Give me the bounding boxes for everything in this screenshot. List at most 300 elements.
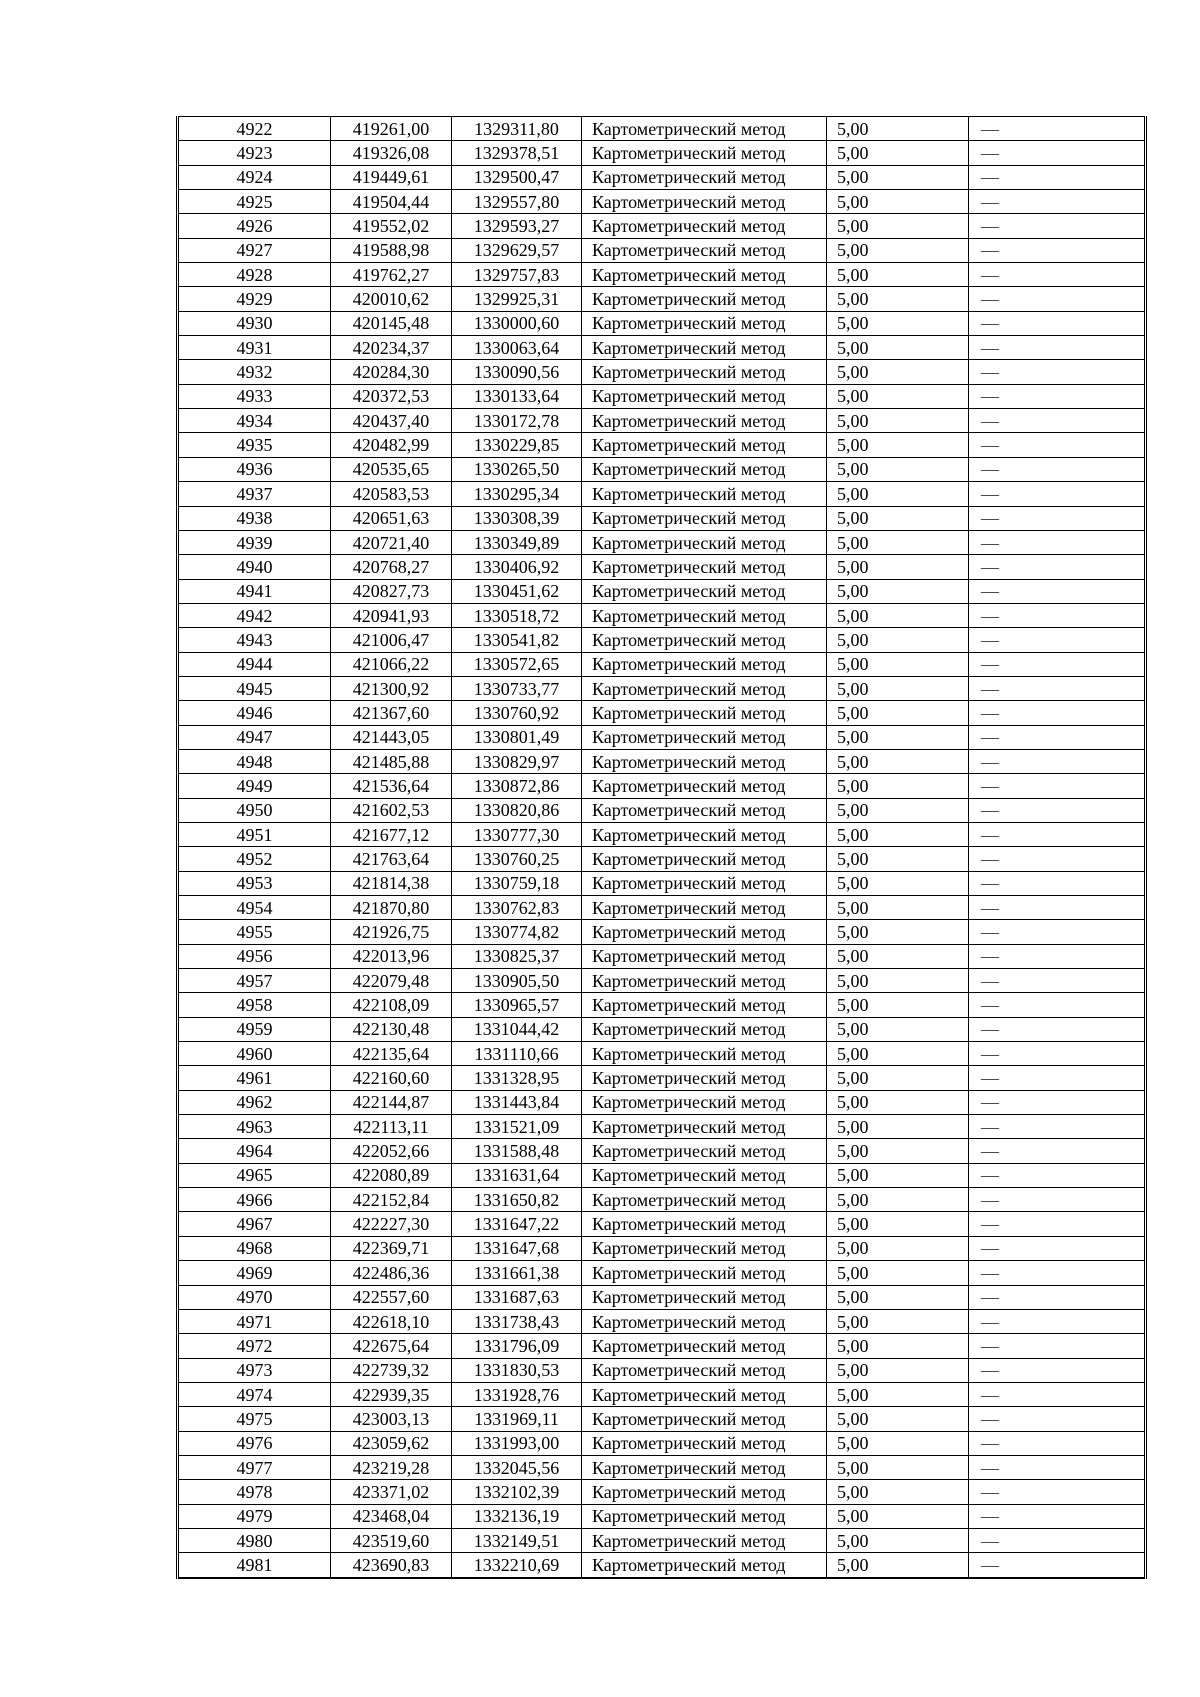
- accuracy-cell: 5,00: [827, 506, 969, 530]
- point-number-cell: 4941: [178, 579, 331, 603]
- y-coordinate-cell: 1331993,00: [452, 1431, 582, 1455]
- x-coordinate-cell: 422557,60: [331, 1285, 452, 1309]
- point-number-cell: 4965: [178, 1163, 331, 1187]
- method-cell: Картометрический метод: [582, 920, 827, 944]
- coordinates-table-body: [178, 117, 1146, 1578]
- method-cell: Картометрический метод: [582, 311, 827, 335]
- note-cell: —: [969, 190, 1146, 214]
- accuracy-cell: 5,00: [827, 896, 969, 920]
- y-coordinate-cell: 1330451,62: [452, 579, 582, 603]
- note-cell: —: [969, 1066, 1146, 1090]
- y-coordinate-cell: 1330518,72: [452, 603, 582, 627]
- point-number-cell: 4951: [178, 822, 331, 846]
- note-cell: —: [969, 701, 1146, 725]
- x-coordinate-cell: 421066,22: [331, 652, 452, 676]
- method-cell: Картометрический метод: [582, 1309, 827, 1333]
- y-coordinate-cell: 1329311,80: [452, 117, 582, 141]
- note-cell: —: [969, 920, 1146, 944]
- y-coordinate-cell: 1332136,19: [452, 1504, 582, 1528]
- x-coordinate-cell: 422160,60: [331, 1066, 452, 1090]
- method-cell: Картометрический метод: [582, 360, 827, 384]
- method-cell: Картометрический метод: [582, 944, 827, 968]
- note-cell: —: [969, 969, 1146, 993]
- method-cell: Картометрический метод: [582, 1528, 827, 1552]
- y-coordinate-cell: 1331928,76: [452, 1382, 582, 1406]
- point-number-cell: 4925: [178, 190, 331, 214]
- method-cell: Картометрический метод: [582, 628, 827, 652]
- x-coordinate-cell: 419762,27: [331, 263, 452, 287]
- accuracy-cell: 5,00: [827, 603, 969, 627]
- accuracy-cell: 5,00: [827, 1066, 969, 1090]
- x-coordinate-cell: 421870,80: [331, 896, 452, 920]
- point-number-cell: 4923: [178, 141, 331, 165]
- point-number-cell: 4953: [178, 871, 331, 895]
- x-coordinate-cell: 419588,98: [331, 238, 452, 262]
- y-coordinate-cell: 1330759,18: [452, 871, 582, 895]
- note-cell: —: [969, 652, 1146, 676]
- note-cell: —: [969, 117, 1146, 141]
- note-cell: —: [969, 1382, 1146, 1406]
- x-coordinate-cell: 420583,53: [331, 482, 452, 506]
- accuracy-cell: 5,00: [827, 1261, 969, 1285]
- method-cell: Картометрический метод: [582, 847, 827, 871]
- point-number-cell: 4924: [178, 165, 331, 189]
- y-coordinate-cell: 1330760,92: [452, 701, 582, 725]
- table-row: [178, 1188, 1146, 1212]
- method-cell: Картометрический метод: [582, 482, 827, 506]
- y-coordinate-cell: 1331631,64: [452, 1163, 582, 1187]
- note-cell: —: [969, 1188, 1146, 1212]
- method-cell: Картометрический метод: [582, 579, 827, 603]
- x-coordinate-cell: 422130,48: [331, 1017, 452, 1041]
- table-row: [178, 774, 1146, 798]
- note-cell: —: [969, 774, 1146, 798]
- x-coordinate-cell: 421006,47: [331, 628, 452, 652]
- y-coordinate-cell: 1332102,39: [452, 1480, 582, 1504]
- method-cell: Картометрический метод: [582, 1334, 827, 1358]
- point-number-cell: 4933: [178, 384, 331, 408]
- y-coordinate-cell: 1330090,56: [452, 360, 582, 384]
- x-coordinate-cell: 422739,32: [331, 1358, 452, 1382]
- method-cell: Картометрический метод: [582, 1090, 827, 1114]
- note-cell: —: [969, 579, 1146, 603]
- note-cell: —: [969, 457, 1146, 481]
- table-row: [178, 871, 1146, 895]
- note-cell: —: [969, 433, 1146, 457]
- point-number-cell: 4964: [178, 1139, 331, 1163]
- point-number-cell: 4938: [178, 506, 331, 530]
- point-number-cell: 4978: [178, 1480, 331, 1504]
- table-row: [178, 1358, 1146, 1382]
- table-row: [178, 1528, 1146, 1552]
- x-coordinate-cell: 421677,12: [331, 822, 452, 846]
- method-cell: Картометрический метод: [582, 1285, 827, 1309]
- note-cell: —: [969, 628, 1146, 652]
- y-coordinate-cell: 1330541,82: [452, 628, 582, 652]
- y-coordinate-cell: 1330265,50: [452, 457, 582, 481]
- note-cell: —: [969, 1358, 1146, 1382]
- point-number-cell: 4926: [178, 214, 331, 238]
- table-row: [178, 1455, 1146, 1479]
- accuracy-cell: 5,00: [827, 1504, 969, 1528]
- accuracy-cell: 5,00: [827, 1017, 969, 1041]
- point-number-cell: 4972: [178, 1334, 331, 1358]
- accuracy-cell: 5,00: [827, 1236, 969, 1260]
- accuracy-cell: 5,00: [827, 336, 969, 360]
- point-number-cell: 4952: [178, 847, 331, 871]
- table-row: [178, 1236, 1146, 1260]
- point-number-cell: 4935: [178, 433, 331, 457]
- point-number-cell: 4950: [178, 798, 331, 822]
- accuracy-cell: 5,00: [827, 725, 969, 749]
- y-coordinate-cell: 1330872,86: [452, 774, 582, 798]
- table-row: [178, 506, 1146, 530]
- note-cell: —: [969, 1261, 1146, 1285]
- x-coordinate-cell: 420482,99: [331, 433, 452, 457]
- note-cell: —: [969, 1309, 1146, 1333]
- method-cell: Картометрический метод: [582, 1163, 827, 1187]
- x-coordinate-cell: 422108,09: [331, 993, 452, 1017]
- note-cell: —: [969, 1090, 1146, 1114]
- accuracy-cell: 5,00: [827, 1528, 969, 1552]
- y-coordinate-cell: 1331647,22: [452, 1212, 582, 1236]
- x-coordinate-cell: 421536,64: [331, 774, 452, 798]
- note-cell: —: [969, 1042, 1146, 1066]
- accuracy-cell: 5,00: [827, 847, 969, 871]
- note-cell: —: [969, 384, 1146, 408]
- y-coordinate-cell: 1330406,92: [452, 555, 582, 579]
- note-cell: —: [969, 1407, 1146, 1431]
- accuracy-cell: 5,00: [827, 1382, 969, 1406]
- x-coordinate-cell: 420145,48: [331, 311, 452, 335]
- x-coordinate-cell: 420284,30: [331, 360, 452, 384]
- accuracy-cell: 5,00: [827, 457, 969, 481]
- method-cell: Картометрический метод: [582, 409, 827, 433]
- method-cell: Картометрический метод: [582, 555, 827, 579]
- table-row: [178, 701, 1146, 725]
- point-number-cell: 4931: [178, 336, 331, 360]
- table-row: [178, 1553, 1146, 1578]
- x-coordinate-cell: 422675,64: [331, 1334, 452, 1358]
- y-coordinate-cell: 1330762,83: [452, 896, 582, 920]
- y-coordinate-cell: 1329557,80: [452, 190, 582, 214]
- method-cell: Картометрический метод: [582, 1431, 827, 1455]
- accuracy-cell: 5,00: [827, 1042, 969, 1066]
- method-cell: Картометрический метод: [582, 822, 827, 846]
- accuracy-cell: 5,00: [827, 1309, 969, 1333]
- x-coordinate-cell: 420010,62: [331, 287, 452, 311]
- y-coordinate-cell: 1331969,11: [452, 1407, 582, 1431]
- table-row: [178, 263, 1146, 287]
- method-cell: Картометрический метод: [582, 1212, 827, 1236]
- table-row: [178, 482, 1146, 506]
- table-row: [178, 920, 1146, 944]
- y-coordinate-cell: 1330777,30: [452, 822, 582, 846]
- table-row: [178, 1163, 1146, 1187]
- x-coordinate-cell: 420535,65: [331, 457, 452, 481]
- note-cell: —: [969, 1480, 1146, 1504]
- point-number-cell: 4955: [178, 920, 331, 944]
- accuracy-cell: 5,00: [827, 214, 969, 238]
- table-row: [178, 214, 1146, 238]
- y-coordinate-cell: 1331647,68: [452, 1236, 582, 1260]
- accuracy-cell: 5,00: [827, 141, 969, 165]
- method-cell: Картометрический метод: [582, 190, 827, 214]
- note-cell: —: [969, 1431, 1146, 1455]
- accuracy-cell: 5,00: [827, 190, 969, 214]
- accuracy-cell: 5,00: [827, 1163, 969, 1187]
- method-cell: Картометрический метод: [582, 701, 827, 725]
- method-cell: Картометрический метод: [582, 433, 827, 457]
- note-cell: —: [969, 1017, 1146, 1041]
- point-number-cell: 4977: [178, 1455, 331, 1479]
- table-row: [178, 1334, 1146, 1358]
- table-row: [178, 409, 1146, 433]
- table-row: [178, 725, 1146, 749]
- note-cell: —: [969, 603, 1146, 627]
- method-cell: Картометрический метод: [582, 214, 827, 238]
- method-cell: Картометрический метод: [582, 336, 827, 360]
- method-cell: Картометрический метод: [582, 798, 827, 822]
- y-coordinate-cell: 1331796,09: [452, 1334, 582, 1358]
- y-coordinate-cell: 1331110,66: [452, 1042, 582, 1066]
- method-cell: Картометрический метод: [582, 993, 827, 1017]
- method-cell: Картометрический метод: [582, 1042, 827, 1066]
- note-cell: —: [969, 676, 1146, 700]
- point-number-cell: 4979: [178, 1504, 331, 1528]
- note-cell: —: [969, 1236, 1146, 1260]
- method-cell: Картометрический метод: [582, 1236, 827, 1260]
- note-cell: —: [969, 311, 1146, 335]
- point-number-cell: 4960: [178, 1042, 331, 1066]
- x-coordinate-cell: 423690,83: [331, 1553, 452, 1578]
- method-cell: Картометрический метод: [582, 603, 827, 627]
- note-cell: —: [969, 798, 1146, 822]
- point-number-cell: 4954: [178, 896, 331, 920]
- method-cell: Картометрический метод: [582, 1382, 827, 1406]
- x-coordinate-cell: 422080,89: [331, 1163, 452, 1187]
- method-cell: Картометрический метод: [582, 774, 827, 798]
- x-coordinate-cell: 421300,92: [331, 676, 452, 700]
- y-coordinate-cell: 1330825,37: [452, 944, 582, 968]
- method-cell: Картометрический метод: [582, 117, 827, 141]
- y-coordinate-cell: 1330820,86: [452, 798, 582, 822]
- x-coordinate-cell: 422144,87: [331, 1090, 452, 1114]
- table-row: [178, 1480, 1146, 1504]
- point-number-cell: 4944: [178, 652, 331, 676]
- accuracy-cell: 5,00: [827, 1407, 969, 1431]
- note-cell: —: [969, 1528, 1146, 1552]
- x-coordinate-cell: 421926,75: [331, 920, 452, 944]
- accuracy-cell: 5,00: [827, 1285, 969, 1309]
- accuracy-cell: 5,00: [827, 1188, 969, 1212]
- table-row: [178, 944, 1146, 968]
- accuracy-cell: 5,00: [827, 920, 969, 944]
- table-row: [178, 457, 1146, 481]
- point-number-cell: 4936: [178, 457, 331, 481]
- note-cell: —: [969, 822, 1146, 846]
- table-row: [178, 652, 1146, 676]
- table-row: [178, 141, 1146, 165]
- table-row: [178, 1042, 1146, 1066]
- point-number-cell: 4981: [178, 1553, 331, 1578]
- note-cell: —: [969, 1455, 1146, 1479]
- x-coordinate-cell: 420234,37: [331, 336, 452, 360]
- method-cell: Картометрический метод: [582, 896, 827, 920]
- x-coordinate-cell: 419552,02: [331, 214, 452, 238]
- x-coordinate-cell: 420768,27: [331, 555, 452, 579]
- accuracy-cell: 5,00: [827, 1090, 969, 1114]
- note-cell: —: [969, 749, 1146, 773]
- y-coordinate-cell: 1331443,84: [452, 1090, 582, 1114]
- accuracy-cell: 5,00: [827, 749, 969, 773]
- accuracy-cell: 5,00: [827, 1212, 969, 1236]
- table-row: [178, 1382, 1146, 1406]
- y-coordinate-cell: 1331588,48: [452, 1139, 582, 1163]
- method-cell: Картометрический метод: [582, 287, 827, 311]
- table-row: [178, 360, 1146, 384]
- method-cell: Картометрический метод: [582, 1115, 827, 1139]
- point-number-cell: 4963: [178, 1115, 331, 1139]
- accuracy-cell: 5,00: [827, 433, 969, 457]
- method-cell: Картометрический метод: [582, 384, 827, 408]
- point-number-cell: 4958: [178, 993, 331, 1017]
- accuracy-cell: 5,00: [827, 287, 969, 311]
- table-row: [178, 628, 1146, 652]
- x-coordinate-cell: 422113,11: [331, 1115, 452, 1139]
- note-cell: —: [969, 530, 1146, 554]
- note-cell: —: [969, 847, 1146, 871]
- table-row: [178, 1261, 1146, 1285]
- method-cell: Картометрический метод: [582, 1261, 827, 1285]
- point-number-cell: 4942: [178, 603, 331, 627]
- table-row: [178, 1504, 1146, 1528]
- point-number-cell: 4969: [178, 1261, 331, 1285]
- method-cell: Картометрический метод: [582, 676, 827, 700]
- accuracy-cell: 5,00: [827, 1334, 969, 1358]
- y-coordinate-cell: 1330760,25: [452, 847, 582, 871]
- x-coordinate-cell: 421485,88: [331, 749, 452, 773]
- note-cell: —: [969, 336, 1146, 360]
- table-row: [178, 993, 1146, 1017]
- point-number-cell: 4934: [178, 409, 331, 433]
- accuracy-cell: 5,00: [827, 409, 969, 433]
- point-number-cell: 4948: [178, 749, 331, 773]
- x-coordinate-cell: 423003,13: [331, 1407, 452, 1431]
- note-cell: —: [969, 165, 1146, 189]
- table-row: [178, 749, 1146, 773]
- note-cell: —: [969, 1504, 1146, 1528]
- table-row: [178, 311, 1146, 335]
- accuracy-cell: 5,00: [827, 1455, 969, 1479]
- table-row: [178, 1139, 1146, 1163]
- method-cell: Картометрический метод: [582, 1358, 827, 1382]
- method-cell: Картометрический метод: [582, 238, 827, 262]
- accuracy-cell: 5,00: [827, 1358, 969, 1382]
- accuracy-cell: 5,00: [827, 993, 969, 1017]
- note-cell: —: [969, 1285, 1146, 1309]
- method-cell: Картометрический метод: [582, 969, 827, 993]
- table-row: [178, 1090, 1146, 1114]
- y-coordinate-cell: 1330733,77: [452, 676, 582, 700]
- accuracy-cell: 5,00: [827, 117, 969, 141]
- y-coordinate-cell: 1330829,97: [452, 749, 582, 773]
- note-cell: —: [969, 482, 1146, 506]
- method-cell: Картометрический метод: [582, 141, 827, 165]
- point-number-cell: 4974: [178, 1382, 331, 1406]
- x-coordinate-cell: 421602,53: [331, 798, 452, 822]
- y-coordinate-cell: 1330063,64: [452, 336, 582, 360]
- x-coordinate-cell: 422135,64: [331, 1042, 452, 1066]
- accuracy-cell: 5,00: [827, 360, 969, 384]
- y-coordinate-cell: 1329500,47: [452, 165, 582, 189]
- x-coordinate-cell: 419326,08: [331, 141, 452, 165]
- accuracy-cell: 5,00: [827, 944, 969, 968]
- method-cell: Картометрический метод: [582, 506, 827, 530]
- y-coordinate-cell: 1329629,57: [452, 238, 582, 262]
- accuracy-cell: 5,00: [827, 701, 969, 725]
- table-row: [178, 579, 1146, 603]
- table-row: [178, 165, 1146, 189]
- table-row: [178, 1309, 1146, 1333]
- table-row: [178, 190, 1146, 214]
- table-row: [178, 896, 1146, 920]
- x-coordinate-cell: 422079,48: [331, 969, 452, 993]
- y-coordinate-cell: 1330349,89: [452, 530, 582, 554]
- x-coordinate-cell: 423059,62: [331, 1431, 452, 1455]
- x-coordinate-cell: 420651,63: [331, 506, 452, 530]
- coordinates-table: [176, 116, 1147, 1579]
- point-number-cell: 4967: [178, 1212, 331, 1236]
- x-coordinate-cell: 420827,73: [331, 579, 452, 603]
- table-row: [178, 676, 1146, 700]
- table-row: [178, 822, 1146, 846]
- accuracy-cell: 5,00: [827, 530, 969, 554]
- method-cell: Картометрический метод: [582, 1139, 827, 1163]
- y-coordinate-cell: 1330308,39: [452, 506, 582, 530]
- method-cell: Картометрический метод: [582, 652, 827, 676]
- point-number-cell: 4957: [178, 969, 331, 993]
- method-cell: Картометрический метод: [582, 165, 827, 189]
- method-cell: Картометрический метод: [582, 1553, 827, 1578]
- point-number-cell: 4976: [178, 1431, 331, 1455]
- x-coordinate-cell: 422013,96: [331, 944, 452, 968]
- y-coordinate-cell: 1330965,57: [452, 993, 582, 1017]
- point-number-cell: 4962: [178, 1090, 331, 1114]
- accuracy-cell: 5,00: [827, 1115, 969, 1139]
- x-coordinate-cell: 423468,04: [331, 1504, 452, 1528]
- method-cell: Картометрический метод: [582, 871, 827, 895]
- method-cell: Картометрический метод: [582, 1066, 827, 1090]
- accuracy-cell: 5,00: [827, 165, 969, 189]
- point-number-cell: 4968: [178, 1236, 331, 1260]
- accuracy-cell: 5,00: [827, 1431, 969, 1455]
- note-cell: —: [969, 871, 1146, 895]
- method-cell: Картометрический метод: [582, 749, 827, 773]
- x-coordinate-cell: 422369,71: [331, 1236, 452, 1260]
- note-cell: —: [969, 944, 1146, 968]
- y-coordinate-cell: 1330133,64: [452, 384, 582, 408]
- point-number-cell: 4947: [178, 725, 331, 749]
- table-row: [178, 287, 1146, 311]
- method-cell: Картометрический метод: [582, 1188, 827, 1212]
- x-coordinate-cell: 422486,36: [331, 1261, 452, 1285]
- y-coordinate-cell: 1332149,51: [452, 1528, 582, 1552]
- table-row: [178, 969, 1146, 993]
- x-coordinate-cell: 422939,35: [331, 1382, 452, 1406]
- note-cell: —: [969, 993, 1146, 1017]
- table-row: [178, 1115, 1146, 1139]
